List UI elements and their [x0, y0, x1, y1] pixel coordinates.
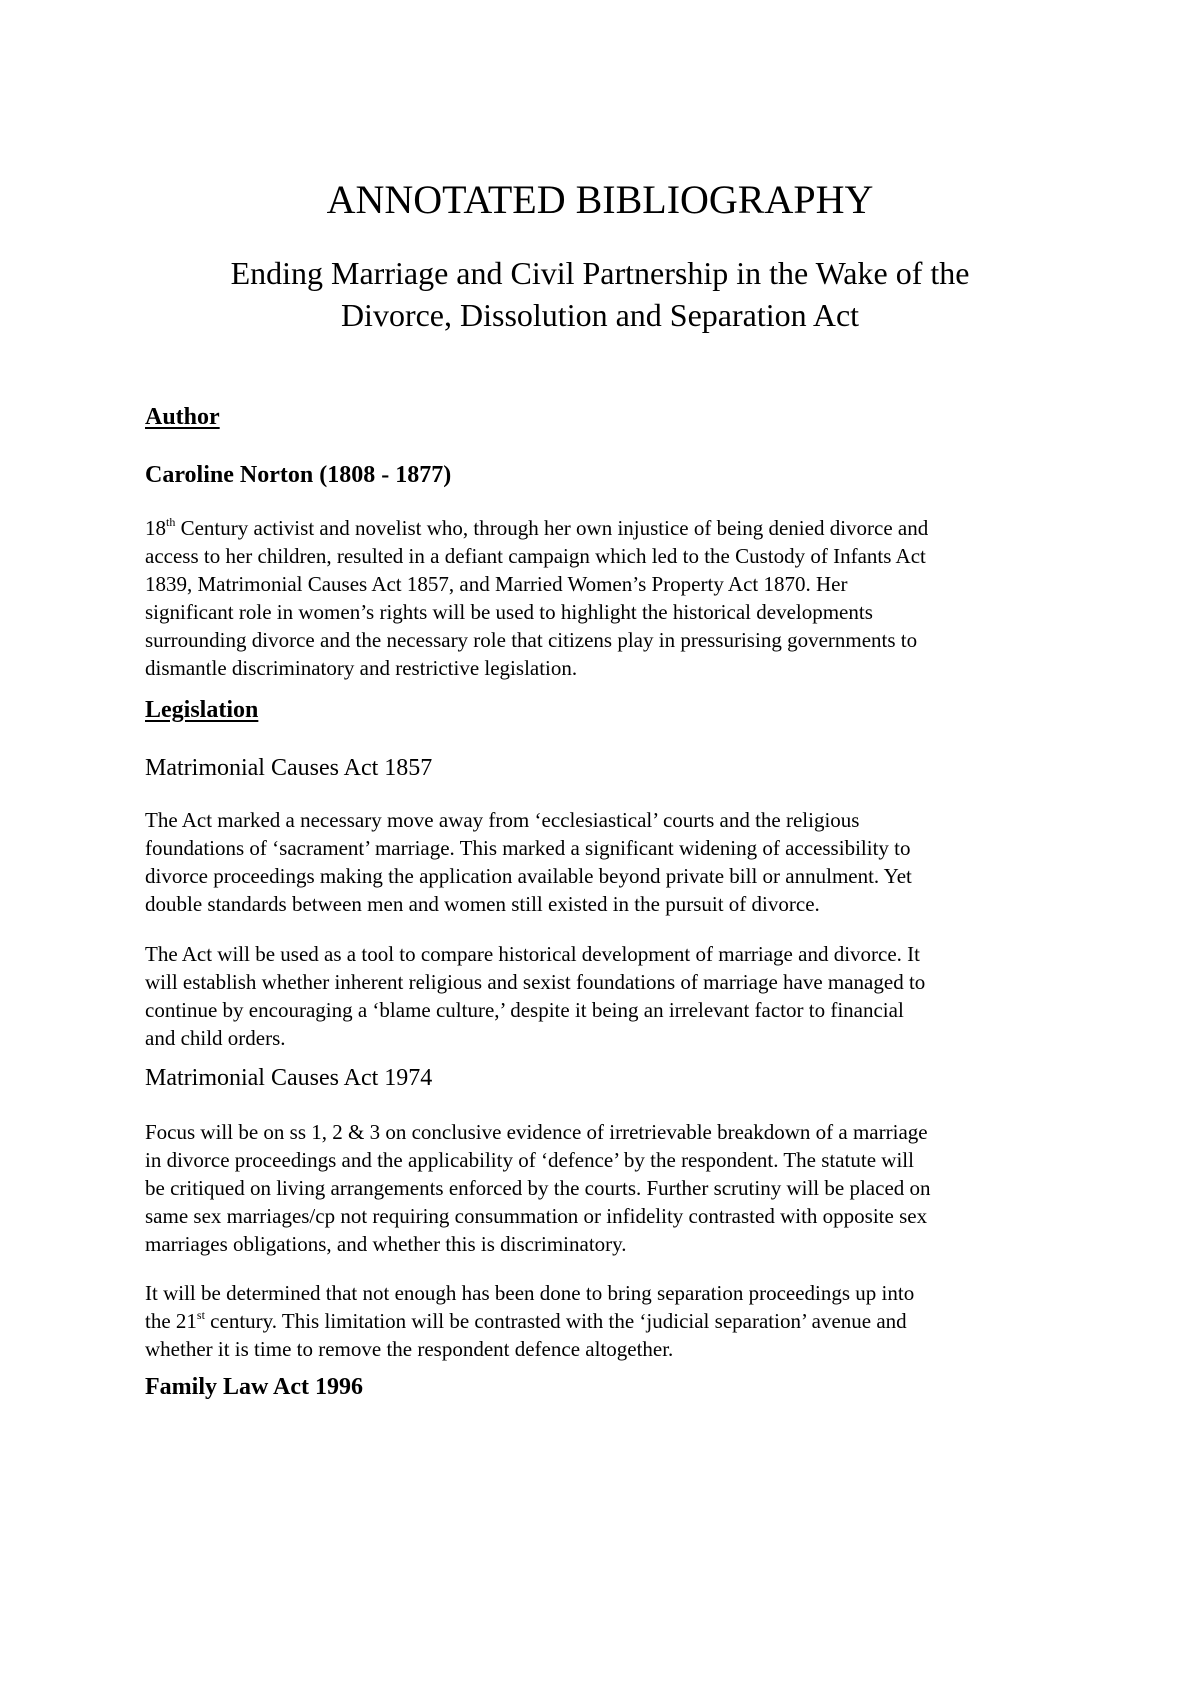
ordinal-suffix: st — [196, 1308, 205, 1322]
annotation-line: The Act marked a necessary move away from ‘ecclesiastical’ courts and the religious — [145, 808, 860, 832]
entry-title-caroline-norton: Caroline Norton (1808 - 1877) — [145, 462, 452, 488]
annotation-line: and child orders. — [145, 1026, 286, 1050]
entry-annotation-mca-1857-continued — [145, 940, 1075, 1052]
annotation-line: continue by encouraging a ‘blame culture,’ despite it being an irrelevant factor to financial — [145, 998, 904, 1022]
annotation-line: significant role in women’s rights will be used to highlight the historical developments — [145, 600, 873, 624]
entry-annotation-caroline-norton — [145, 514, 1075, 682]
century-number: 18 — [145, 516, 166, 540]
entry-title-mca-1974: Matrimonial Causes Act 1974 — [145, 1065, 433, 1091]
annotation-line: whether it is time to remove the respondent defence altogether. — [145, 1337, 674, 1361]
subtitle-line: Divorce, Dissolution and Separation Act — [340, 297, 860, 333]
entry-title-fla-1996: Family Law Act 1996 — [145, 1374, 363, 1400]
annotation-line: The Act will be used as a tool to compare historical development of marriage and divorce. It — [145, 942, 920, 966]
annotation-line: It will be determined that not enough has been done to bring separation proceedings up into — [145, 1281, 915, 1305]
annotation-line: 1839, Matrimonial Causes Act 1857, and Married Women’s Property Act 1870. Her — [145, 572, 848, 596]
ordinal-suffix: th — [166, 515, 176, 529]
annotation-line: foundations of ‘sacrament’ marriage. This marked a significant widening of accessibility to — [145, 836, 911, 860]
annotation-line: in divorce proceedings and the applicability of ‘defence’ by the respondent. The statute will — [145, 1148, 914, 1172]
subtitle-line: Ending Marriage and Civil Partnership in the Wake of the — [230, 255, 970, 291]
document-subtitle — [0, 252, 1200, 336]
entry-title-mca-1857: Matrimonial Causes Act 1857 — [145, 755, 433, 781]
annotation-line: divorce proceedings making the application available beyond private bill or annulment. Yet — [145, 864, 912, 888]
annotation-line — [145, 1307, 1075, 1335]
annotation-line: dismantle discriminatory and restrictive legislation. — [145, 656, 578, 680]
annotation-text: century. This limitation will be contrasted with the ‘judicial separation’ avenue and — [204, 1309, 907, 1333]
annotation-line: surrounding divorce and the necessary role that citizens play in pressurising governments to — [145, 628, 918, 652]
annotation-line: be critiqued on living arrangements enforced by the courts. Further scrutiny will be placed on — [145, 1176, 931, 1200]
entry-annotation-mca-1974-continued — [145, 1279, 1075, 1363]
annotation-line: Focus will be on ss 1, 2 & 3 on conclusive evidence of irretrievable breakdown of a marriage — [145, 1120, 928, 1144]
annotation-line — [145, 514, 1075, 542]
annotation-line: marriages obligations, and whether this is discriminatory. — [145, 1232, 627, 1256]
section-heading-author: Author — [145, 404, 220, 430]
annotation-line: access to her children, resulted in a defiant campaign which led to the Custody of Infants Act — [145, 544, 926, 568]
annotation-text: the 21 — [145, 1309, 197, 1333]
section-heading-legislation: Legislation — [145, 697, 259, 723]
entry-annotation-mca-1857 — [145, 806, 1075, 918]
entry-annotation-mca-1974 — [145, 1118, 1075, 1258]
annotation-line: double standards between men and women still existed in the pursuit of divorce. — [145, 892, 820, 916]
annotation-line: same sex marriages/cp not requiring consummation or infidelity contrasted with opposite sex — [145, 1204, 928, 1228]
annotation-line: will establish whether inherent religious and sexist foundations of marriage have managed to — [145, 970, 926, 994]
annotation-text: Century activist and novelist who, through her own injustice of being denied divorce and — [175, 516, 929, 540]
document-title: ANNOTATED BIBLIOGRAPHY — [326, 177, 874, 222]
